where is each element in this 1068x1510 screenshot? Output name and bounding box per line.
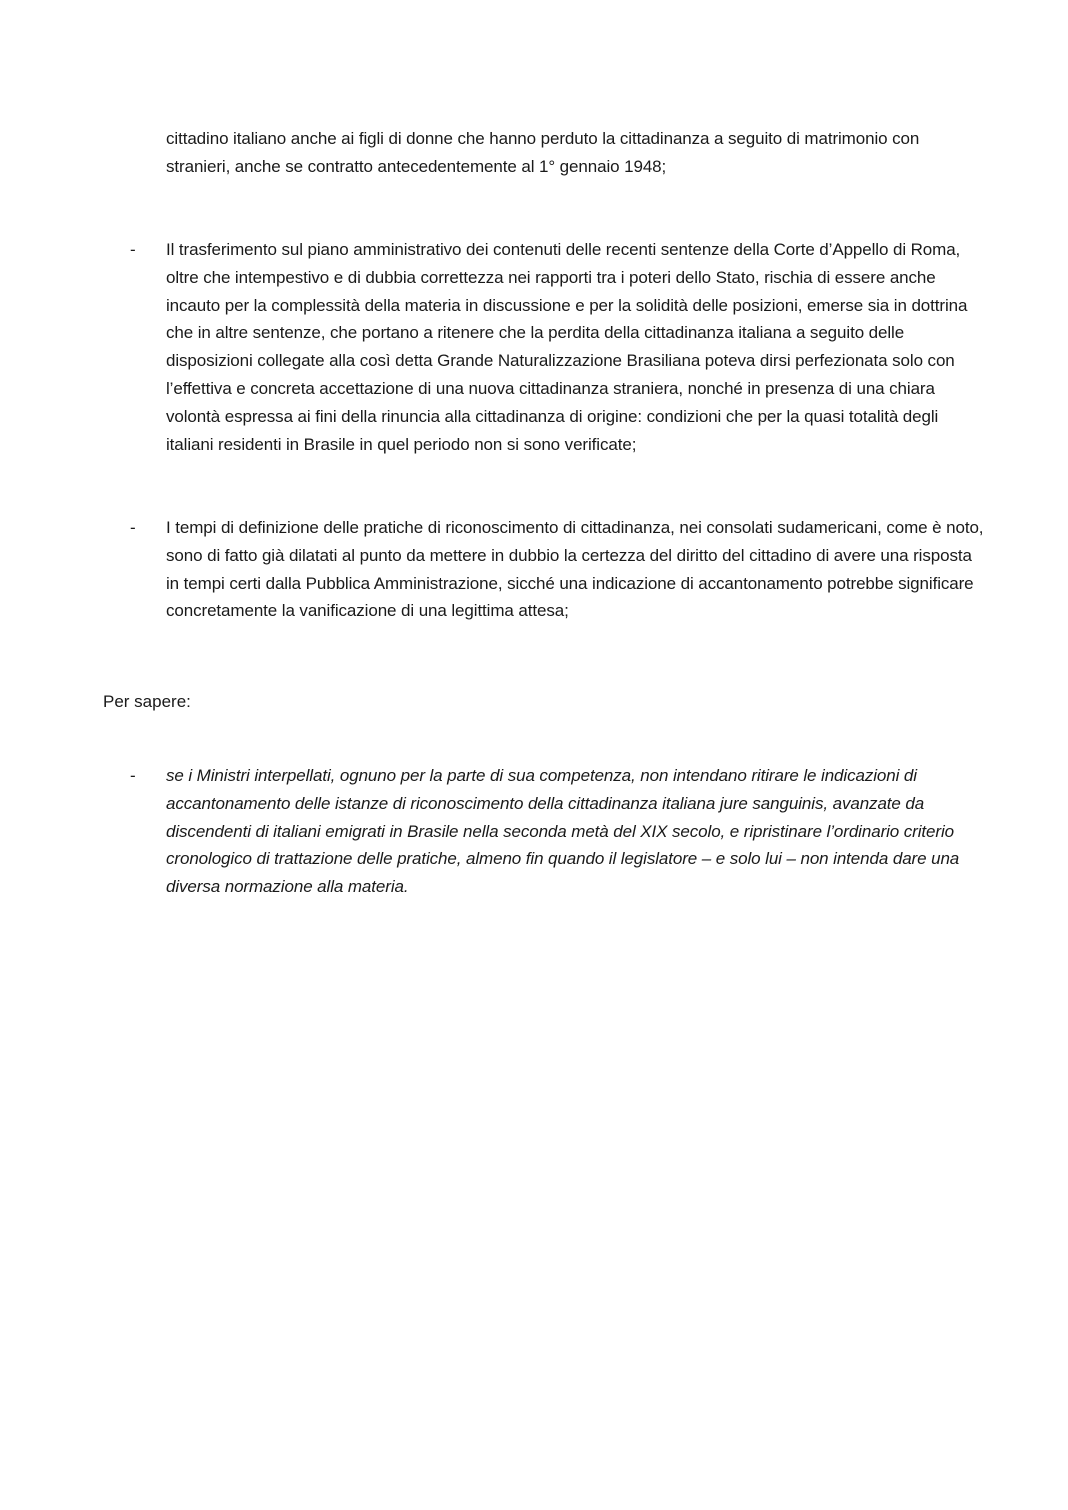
list-bullet: - — [130, 240, 136, 259]
list-item-text: I tempi di definizione delle pratiche di riconoscimento di cittadinanza, nei consolati sudamericani, come è noto, sono di fatto già dilatati al punto da mettere in dubbio la certezza del diritto del cittadino di avere una risposta in tempi certi dalla Pubblica Amministrazione, sicché una indicazione di accantonamento potrebbe significare concretamente la vanificazione di una legittima attesa; — [166, 518, 984, 621]
per-sapere-heading: Per sapere: — [103, 692, 191, 711]
list-bullet: - — [130, 766, 136, 785]
continuation-paragraph: cittadino italiano anche ai figli di donne che hanno perduto la cittadinanza a seguito di matrimonio con stranieri, anche se contratto antecedentemente al 1° gennaio 1948; — [166, 129, 920, 176]
list-item-text: Il trasferimento sul piano amministrativo dei contenuti delle recenti sentenze della Corte d’Appello di Roma, oltre che intempestivo e di dubbia correttezza nei rapporti tra i poteri dello Stato, rischia di essere anche incauto per la complessità della materia in discussione e per la solidità delle posizioni, emerse sia in dottrina che in altre sentenze, che portano a ritenere che la perdita della cittadinanza italiana a seguito delle disposizioni collegate alla così detta Grande Naturalizzazione Brasiliana poteva dirsi perfezionata solo con l’effettiva e concreta accettazione di una nuova cittadinanza straniera, nonché in presenza di una chiara volontà espressa ai fini della rinuncia alla cittadinanza di origine: condizioni che per la quasi totalità degli italiani residenti in Brasile in quel periodo non si sono verificate; — [166, 240, 968, 454]
list-bullet: - — [130, 518, 136, 537]
request-text: se i Ministri interpellati, ognuno per la parte di sua competenza, non intendano ritirare le indicazioni di accantonamento delle istanze di riconoscimento della cittadinanza italiana jure sanguinis, avanzate da discendenti di italiani emigrati in Brasile nella seconda metà del XIX secolo, e ripristinare l’ordinario criterio cronologico di trattazione delle pratiche, almeno fin quando il legislatore – e solo lui – non intenda dare una diversa normazione alla materia. — [166, 766, 960, 897]
